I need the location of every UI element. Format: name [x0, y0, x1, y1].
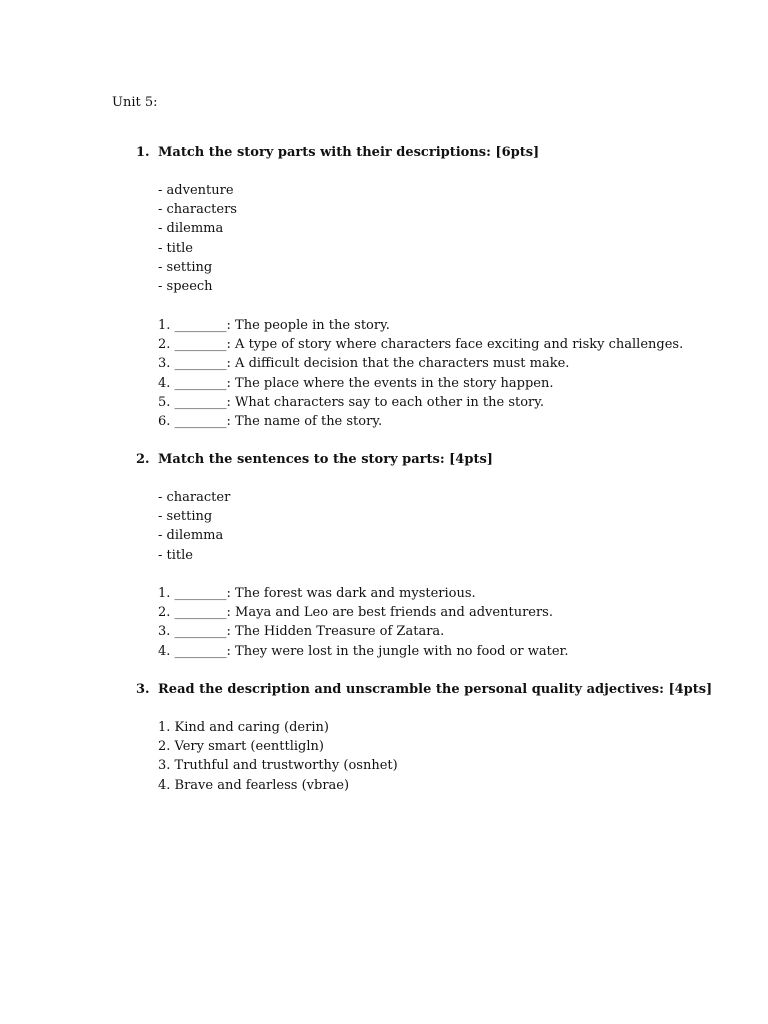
word-bank-item: - speech: [158, 278, 213, 294]
section-3-number: 3.: [136, 682, 150, 697]
word-bank-item: - dilemma: [158, 221, 224, 237]
unit-title: Unit 5:: [112, 95, 158, 110]
question-item: 4. ________: They were lost in the jungle with no food or water.: [158, 643, 569, 659]
section-2-heading: [136, 450, 493, 469]
question-item: 1. ________: The people in the story.: [158, 318, 390, 333]
question-item: 1. ________: The forest was dark and mysterious.: [158, 586, 476, 601]
section-3-heading: [136, 680, 712, 699]
question-item: 1. Kind and caring (derin): [158, 720, 329, 735]
section-2-word-bank: [158, 488, 230, 565]
question-item: 6. ________: The name of the story.: [158, 413, 383, 429]
question-item: 3. Truthful and trustworthy (osnhet): [158, 758, 398, 774]
word-bank-item: - setting: [158, 509, 213, 525]
word-bank-item: - dilemma: [158, 528, 224, 544]
section-1-items: [158, 316, 683, 431]
word-bank-item: - setting: [158, 259, 213, 275]
question-item: 5. ________: What characters say to each other in the story.: [158, 394, 545, 410]
question-item: 3. ________: A difficult decision that the characters must make.: [158, 356, 570, 372]
word-bank-item: - title: [158, 547, 193, 563]
question-item: 3. ________: The Hidden Treasure of Zatara.: [158, 624, 445, 640]
section-1-heading: [136, 143, 539, 162]
word-bank-item: - character: [158, 490, 231, 505]
section-2-items: [158, 584, 568, 661]
question-item: 2. ________: A type of story where characters face exciting and risky challenges.: [158, 337, 684, 353]
word-bank-item: - characters: [158, 202, 237, 218]
question-item: 4. Brave and fearless (vbrae): [158, 777, 350, 793]
question-item: 2. ________: Maya and Leo are best friends and adventurers.: [158, 605, 553, 621]
section-1-number: 1.: [136, 145, 150, 160]
section-1-title: Match the story parts with their descriptions: [6pts]: [158, 145, 540, 160]
section-3-title: Read the description and unscramble the personal quality adjectives: [4pts]: [158, 682, 713, 697]
question-item: 4. ________: The place where the events in the story happen.: [158, 375, 554, 391]
section-2-title: Match the sentences to the story parts: [4pts]: [158, 452, 493, 467]
section-2-number: 2.: [136, 452, 150, 467]
section-3-items: [158, 718, 398, 795]
question-item: 2. Very smart (eenttligln): [158, 739, 324, 755]
word-bank-item: - adventure: [158, 183, 234, 198]
word-bank-item: - title: [158, 240, 193, 256]
section-1-word-bank: [158, 181, 237, 296]
